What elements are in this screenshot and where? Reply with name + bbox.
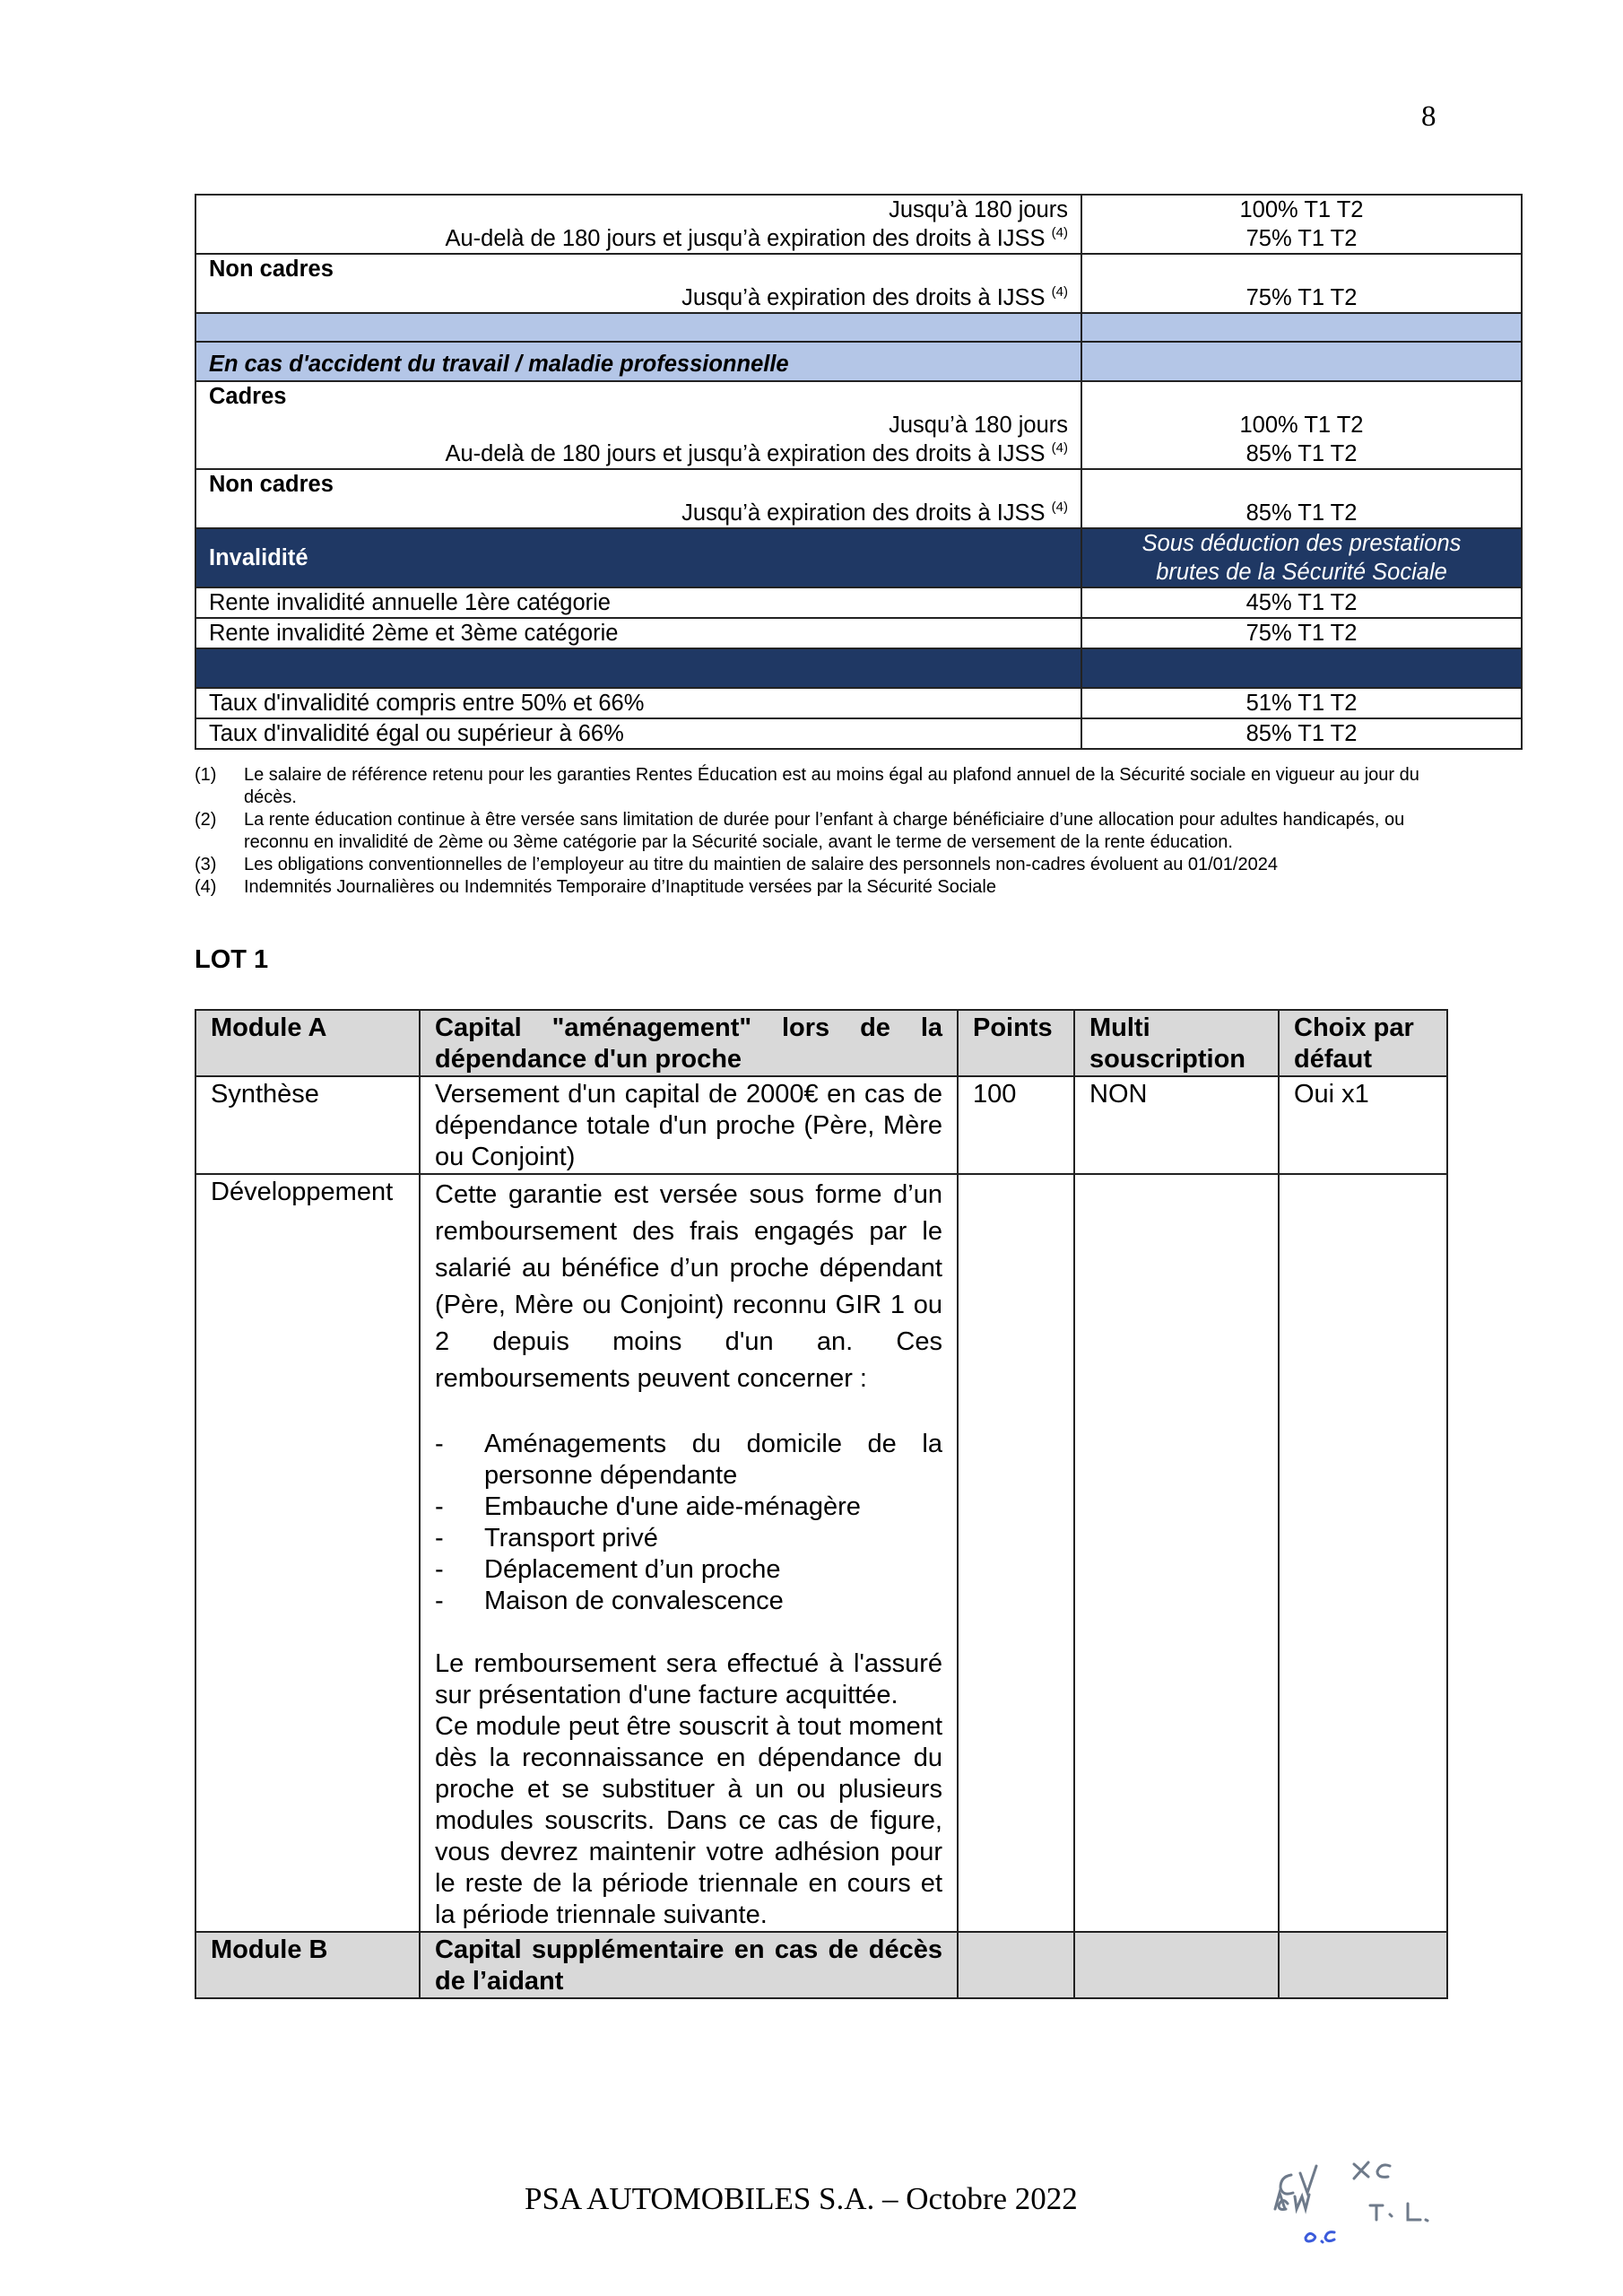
invalidite-header: Invalidité xyxy=(195,528,1081,587)
table-cell: Sous déduction des prestations brutes de la Sécurité Sociale xyxy=(1081,528,1522,587)
module-title: Capital "aménagement" lors de la dépendance d'un proche xyxy=(420,1010,958,1076)
table-cell: 85% T1 T2 xyxy=(1081,469,1522,528)
table-cell: 75% T1 T2 xyxy=(1081,254,1522,313)
footnotes xyxy=(195,764,1450,899)
lot1-table xyxy=(195,1009,1448,1999)
column-header: Choix par défaut xyxy=(1279,1010,1447,1076)
table-row: Développement Cette garantie est versée sous forme d’un remboursement des frais engagés par le salarié au bénéfice d’un proche dépendant (Père, Mère ou Conjoint) reconnu GIR 1 ou 2 depuis moins d'un an. Ces remboursements peuvent concerner : - Aménagements du domicile de la personne dépendante - Embauche d'une aide-ménagère - Transport privé - Déplacement d’un proche - Maison de convalescence Le remboursement sera effectué à l'assuré sur présentation d'une facture acquittée. Ce module peut être souscrit à tout moment dès la reconnaissance en dépendance du proche et se substituer à un ou plusieurs modules souscrits. Dans ce cas de figure, vous devrez maintenir votre adhésion pour le reste de la période triennale en cours et la période triennale suivante. xyxy=(195,1174,1447,1932)
table-row xyxy=(195,648,1522,688)
column-header: Multi souscription xyxy=(1074,1010,1279,1076)
section-row xyxy=(195,342,1522,381)
developpement-text: Cette garantie est versée sous forme d’un remboursement des frais engagés par le salarié au bénéfice d’un proche dépendant (Père, Mère ou Conjoint) reconnu GIR 1 ou 2 depuis moins d'un an. Ces remboursements peuvent concerner : - Aménagements du domicile de la personne dépendante - Embauche d'une aide-ménagère - Transport privé - Déplacement d’un proche - Maison de convalescence Le remboursement sera effectué à l'assuré sur présentation d'une facture acquittée. Ce module peut être souscrit à tout moment dès la reconnaissance en dépendance du proche et se substituer à un ou plusieurs modules souscrits. Dans ce cas de figure, vous devrez maintenir votre adhésion pour le reste de la période triennale en cours et la période triennale suivante. xyxy=(420,1174,958,1932)
table-cell: 100% T1 T2 75% T1 T2 xyxy=(1081,195,1522,254)
lot-title: LOT 1 xyxy=(195,945,269,974)
list-item: - Aménagements du domicile de la personne dépendante xyxy=(435,1430,942,1490)
section-title: En cas d'accident du travail / maladie professionnelle xyxy=(195,342,1081,381)
module-title: Capital supplémentaire en cas de décès de l’aidant xyxy=(420,1932,958,1998)
table-cell: 100% T1 T2 85% T1 T2 xyxy=(1081,381,1522,469)
table-row xyxy=(195,469,1522,528)
list-item: - Déplacement d’un proche xyxy=(435,1555,781,1584)
footnote: (2) La rente éducation continue à être versée sans limitation de durée pour l’enfant à charge bénéficiaire d’une allocation pour adultes handicapés, ou reconnu en invalidité de 2ème ou 3ème catégorie par la Sécurité sociale, avant le terme de versement de la rente éducation. xyxy=(195,810,1405,852)
footnote: (3) Les obligations conventionnelles de l’employeur au titre du maintien de salaire des personnels non-cadres évoluent au 01/01/2024 xyxy=(195,855,1278,874)
benefits-table xyxy=(195,194,1523,750)
page-footer: PSA AUTOMOBILES S.A. – Octobre 2022 xyxy=(525,2181,1078,2216)
table-cell: Jusqu’à 180 jours Au-delà de 180 jours et jusqu’à expiration des droits à IJSS $^{(4)}$ xyxy=(195,195,1081,254)
table-row: Taux d'invalidité compris entre 50% et 66% 51% T1 T2 xyxy=(195,688,1522,718)
module-label: Module B xyxy=(195,1932,420,1998)
row-heading: Non cadres xyxy=(209,472,334,497)
table-row: Taux d'invalidité égal ou supérieur à 66% 85% T1 T2 xyxy=(195,718,1522,749)
footnote: (1) Le salaire de référence retenu pour les garanties Rentes Éducation est au moins égal au plafond annuel de la Sécurité sociale en vigueur au jour du décès. xyxy=(195,765,1419,807)
page-number: 8 xyxy=(1421,100,1436,133)
header-row xyxy=(195,1010,1447,1076)
table-row xyxy=(195,381,1522,469)
header-row xyxy=(195,1932,1447,1998)
table-row: Rente invalidité annuelle 1ère catégorie 45% T1 T2 xyxy=(195,587,1522,618)
table-cell: Cadres Jusqu’à 180 jours Au-delà de 180 jours et jusqu’à expiration des droits à IJSS $^{(4)}$ xyxy=(195,381,1081,469)
module-label: Module A xyxy=(195,1010,420,1076)
row-heading: Cadres xyxy=(209,384,287,409)
table-row xyxy=(195,313,1522,342)
handwritten-initials xyxy=(1255,2139,1462,2256)
table-cell: Non cadres Jusqu’à expiration des droits à IJSS $^{(4)}$ xyxy=(195,254,1081,313)
header-row xyxy=(195,528,1522,587)
table-row: Rente invalidité 2ème et 3ème catégorie 75% T1 T2 xyxy=(195,618,1522,648)
list-item: - Transport privé xyxy=(435,1524,658,1552)
table-cell: Non cadres Jusqu’à expiration des droits à IJSS $^{(4)}$ xyxy=(195,469,1081,528)
list xyxy=(435,1429,942,1617)
table-row xyxy=(195,254,1522,313)
list-item: - Embauche d'une aide-ménagère xyxy=(435,1492,861,1521)
table-row xyxy=(195,195,1522,254)
row-heading: Non cadres xyxy=(209,257,334,282)
column-header: Points xyxy=(958,1010,1074,1076)
list-item: - Maison de convalescence xyxy=(435,1587,784,1615)
table-row: Synthèse Versement d'un capital de 2000€ en cas de dépendance totale d'un proche (Père, Mère ou Conjoint) 100 NON Oui x1 xyxy=(195,1076,1447,1174)
footnote: (4) Indemnités Journalières ou Indemnités Temporaire d’Inaptitude versées par la Sécurité Sociale xyxy=(195,877,996,897)
